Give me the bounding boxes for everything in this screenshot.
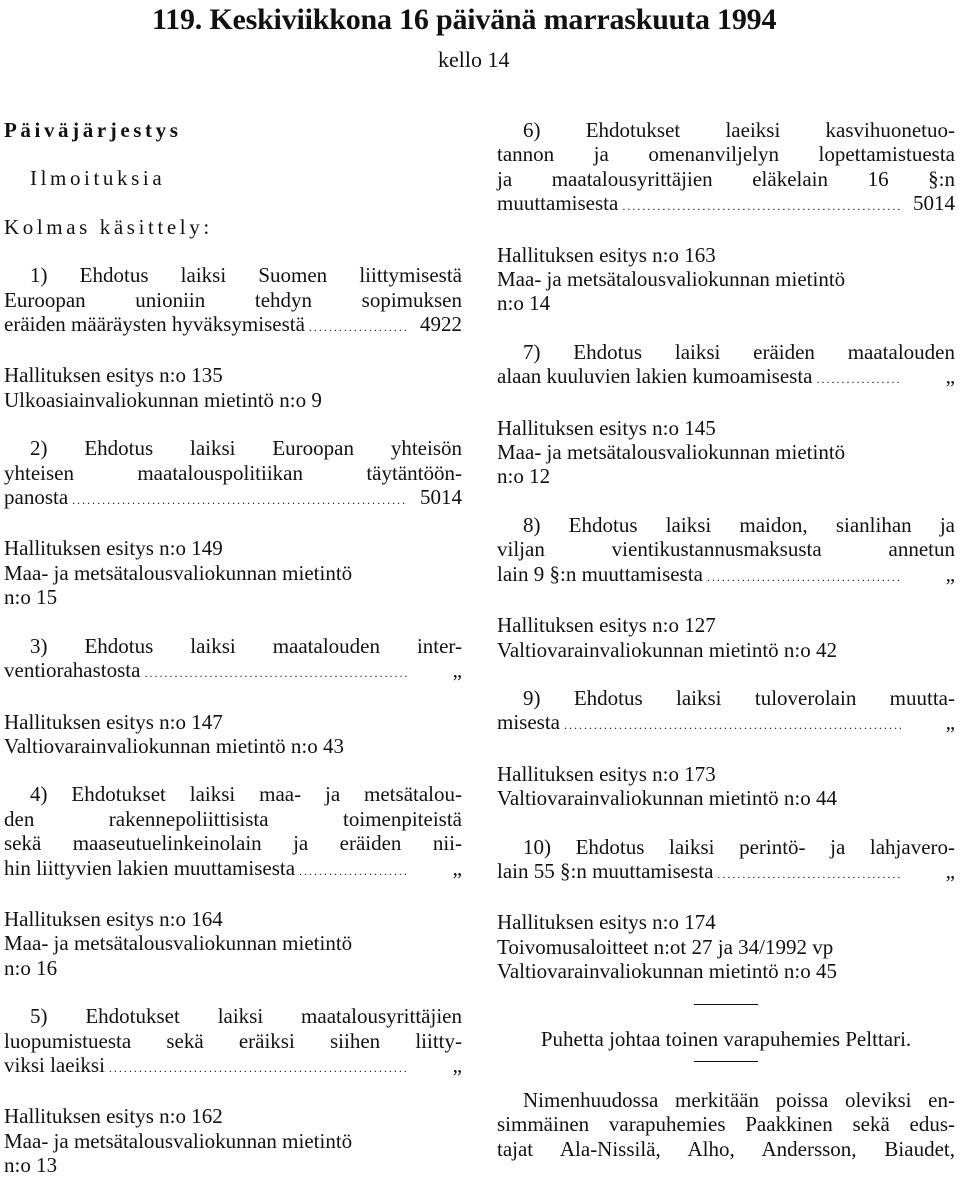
leader-dots bbox=[564, 713, 901, 737]
agenda-item-line: 9) Ehdotus laiksi tuloverolain muutta- bbox=[523, 685, 955, 710]
announcements-heading: Ilmoituksia bbox=[30, 166, 166, 191]
reference-line: Hallituksen esitys n:o 164 bbox=[4, 906, 223, 931]
leader-dots bbox=[817, 367, 902, 391]
agenda-item-title bbox=[4, 263, 462, 339]
reference-line: Hallituksen esitys n:o 135 bbox=[4, 363, 223, 388]
agenda-item-last-line bbox=[497, 562, 955, 589]
reference-line: Maa- ja metsätalousvaliokunnan mietintö bbox=[4, 1128, 353, 1153]
agenda-item bbox=[4, 1004, 462, 1177]
agenda-item-references bbox=[4, 907, 462, 980]
page-number: 5014 bbox=[420, 485, 462, 510]
agenda-item-references bbox=[4, 536, 462, 609]
agenda-item-line: Euroopan unioniin tehdyn sopimuksen bbox=[4, 287, 462, 312]
agenda-item-references bbox=[4, 710, 462, 759]
left-column bbox=[4, 118, 462, 1202]
agenda-item bbox=[4, 436, 462, 609]
agenda-item-line: 6) Ehdotukset laeiksi kasvihuonetuo- bbox=[523, 118, 955, 142]
reference-line: Maa- ja metsätalousvaliokunnan mietintö bbox=[4, 560, 353, 585]
agenda-item-title bbox=[497, 118, 955, 219]
reference-line: Hallituksen esitys n:o 149 bbox=[4, 536, 223, 561]
agenda-item-title bbox=[497, 340, 955, 392]
page-number: „ bbox=[452, 1052, 462, 1077]
agenda-item bbox=[497, 340, 955, 489]
agenda-item-line: sekä maaseutuelinkeinolain ja eräiden nii- bbox=[4, 831, 462, 856]
right-agenda-items bbox=[497, 118, 955, 984]
agenda-item-line: lain 55 §:n muuttamisesta bbox=[497, 858, 714, 883]
reference-line: Hallituksen esitys n:o 174 bbox=[497, 910, 716, 935]
agenda-item-title bbox=[4, 436, 462, 512]
page-header bbox=[0, 0, 960, 86]
agenda-item-line: panosta bbox=[4, 485, 69, 510]
agenda-item-line: lain 9 §:n muuttamisesta bbox=[497, 561, 703, 586]
divider bbox=[694, 1004, 758, 1005]
right-column bbox=[497, 118, 955, 1161]
chair-note: Puhetta johtaa toinen varapuhemies Pelttari. bbox=[540, 1026, 912, 1051]
left-agenda-items bbox=[4, 263, 462, 1177]
agenda-item-line: hin liittyvien lakien muuttamisesta bbox=[4, 855, 296, 880]
agenda-item bbox=[4, 782, 462, 980]
reference-line: Hallituksen esitys n:o 145 bbox=[497, 415, 716, 440]
reference-line: Hallituksen esitys n:o 173 bbox=[497, 761, 716, 786]
reference-line: n:o 14 bbox=[497, 291, 551, 316]
reference-line: n:o 12 bbox=[497, 464, 551, 489]
agenda-item bbox=[497, 513, 955, 662]
agenda-item-last-line bbox=[497, 364, 955, 391]
roll-call-line: tajat Ala-Nissilä, Alho, Andersson, Biaudet, bbox=[497, 1136, 955, 1161]
session-time: kello 14 bbox=[438, 47, 510, 72]
agenda-item-references bbox=[497, 762, 955, 811]
reference-line: Valtiovarainvaliokunnan mietintö n:o 44 bbox=[497, 786, 838, 811]
agenda-item-line: 4) Ehdotukset laiksi maa- ja metsätalou- bbox=[30, 782, 462, 807]
agenda-item-title bbox=[497, 686, 955, 738]
agenda-item-last-line bbox=[4, 312, 462, 339]
agenda-item-last-line bbox=[497, 191, 955, 218]
page-number: „ bbox=[945, 710, 955, 735]
agenda-item-title bbox=[497, 835, 955, 887]
agenda-item-line: viljan vientikustannusmaksusta annetun bbox=[497, 537, 955, 562]
agenda-item-line: 1) Ehdotus laiksi Suomen liittymisestä bbox=[30, 263, 462, 288]
reference-line: Valtiovarainvaliokunnan mietintö n:o 45 bbox=[497, 959, 838, 984]
reference-line: Maa- ja metsätalousvaliokunnan mietintö bbox=[497, 267, 846, 292]
agenda-item-line: 8) Ehdotus laiksi maidon, sianlihan ja bbox=[523, 512, 955, 537]
reference-line: Valtiovarainvaliokunnan mietintö n:o 42 bbox=[497, 637, 838, 662]
leader-dots bbox=[144, 661, 408, 685]
agenda-item-line: 10) Ehdotus laiksi perintö- ja lahjavero- bbox=[523, 834, 955, 859]
leader-dots bbox=[72, 488, 408, 512]
agenda-item-references bbox=[4, 1104, 462, 1177]
page-number: „ bbox=[945, 858, 955, 883]
agenda-item-title bbox=[4, 782, 462, 883]
page-number: 5014 bbox=[913, 191, 955, 216]
agenda-item-last-line bbox=[497, 710, 955, 737]
page-number: „ bbox=[452, 855, 462, 880]
agenda-item bbox=[4, 634, 462, 759]
page-title: 119. Keskiviikkona 16 päivänä marraskuuta 1994 bbox=[152, 3, 777, 36]
agenda-item-title bbox=[497, 513, 955, 589]
leader-dots bbox=[109, 1056, 408, 1080]
agenda-item bbox=[4, 263, 462, 412]
agenda-item-line: ja maatalousyrittäjien eläkelain 16 §:n bbox=[497, 166, 955, 191]
agenda-item bbox=[497, 118, 955, 316]
agenda-item-line: 3) Ehdotus laiksi maatalouden inter- bbox=[30, 633, 462, 658]
agenda-item-title bbox=[4, 634, 462, 686]
reference-line: Hallituksen esitys n:o 162 bbox=[4, 1104, 223, 1129]
leader-dots bbox=[717, 862, 901, 886]
leader-dots bbox=[309, 315, 408, 339]
agenda-item-line: luopumistuesta sekä eräiksi siihen liitty- bbox=[4, 1028, 462, 1053]
page-number: „ bbox=[945, 561, 955, 586]
page-number: 4922 bbox=[420, 312, 462, 337]
reference-line: Ulkoasiainvaliokunnan mietintö n:o 9 bbox=[4, 387, 322, 412]
reference-line: Maa- ja metsätalousvaliokunnan mietintö bbox=[497, 440, 846, 465]
page-number: „ bbox=[452, 658, 462, 683]
agenda-item-line: tannon ja omenanviljelyn lopettamistuesta bbox=[497, 142, 955, 167]
agenda-item-last-line bbox=[497, 859, 955, 886]
reference-line: Toivomusaloitteet n:ot 27 ja 34/1992 vp bbox=[497, 934, 834, 959]
leader-dots bbox=[622, 194, 901, 218]
agenda-item-line: 2) Ehdotus laiksi Euroopan yhteisön bbox=[30, 436, 462, 461]
page-number: „ bbox=[945, 364, 955, 389]
agenda-item-line: viksi laeiksi bbox=[4, 1052, 105, 1077]
agenda-item-last-line bbox=[4, 658, 462, 685]
agenda-item-references bbox=[497, 910, 955, 983]
agenda-item-references bbox=[497, 243, 955, 316]
agenda-item-line: den rakennepoliittisista toimenpiteistä bbox=[4, 806, 462, 831]
agenda-item-line: yhteisen maatalouspolitiikan täytäntöön- bbox=[4, 460, 462, 485]
agenda-item-title bbox=[4, 1004, 462, 1080]
agenda-item-line: misesta bbox=[497, 710, 560, 735]
reference-line: Hallituksen esitys n:o 163 bbox=[497, 242, 716, 267]
agenda-item bbox=[497, 835, 955, 984]
reference-line: Hallituksen esitys n:o 127 bbox=[497, 613, 716, 638]
reference-line: n:o 15 bbox=[4, 585, 58, 610]
agenda-item-references bbox=[497, 416, 955, 489]
agenda-item-line: muuttamisesta bbox=[497, 191, 619, 216]
agenda-item-references bbox=[4, 363, 462, 412]
leader-dots bbox=[707, 565, 901, 589]
agenda-item-line: 5) Ehdotukset laiksi maatalousyrittäjien bbox=[30, 1004, 462, 1029]
agenda-heading: Päiväjärjestys bbox=[4, 118, 182, 142]
roll-call bbox=[497, 1088, 955, 1161]
agenda-item-references bbox=[497, 613, 955, 662]
roll-call-line: simmäinen varapuhemies Paakkinen sekä edus- bbox=[497, 1112, 955, 1137]
reference-line: n:o 13 bbox=[4, 1153, 58, 1178]
divider bbox=[694, 1061, 758, 1062]
leader-dots bbox=[299, 859, 408, 883]
agenda-item-last-line bbox=[4, 485, 462, 512]
agenda-item-last-line bbox=[4, 856, 462, 883]
reference-line: Maa- ja metsätalousvaliokunnan mietintö bbox=[4, 931, 353, 956]
agenda-item-line: eräiden määräysten hyväksymisestä bbox=[4, 312, 305, 337]
reference-line: Valtiovarainvaliokunnan mietintö n:o 43 bbox=[4, 733, 345, 758]
agenda-item-line: 7) Ehdotus laiksi eräiden maatalouden bbox=[523, 339, 955, 364]
third-reading-heading: Kolmas käsittely: bbox=[4, 214, 213, 239]
reference-line: Hallituksen esitys n:o 147 bbox=[4, 709, 223, 734]
agenda-item-line: ventiorahastosta bbox=[4, 658, 141, 683]
roll-call-line: Nimenhuudossa merkitään poissa oleviksi en- bbox=[523, 1087, 955, 1112]
agenda-item-line: alaan kuuluvien lakien kumoamisesta bbox=[497, 364, 813, 389]
agenda-item bbox=[497, 686, 955, 811]
agenda-item-last-line bbox=[4, 1053, 462, 1080]
reference-line: n:o 16 bbox=[4, 955, 58, 980]
